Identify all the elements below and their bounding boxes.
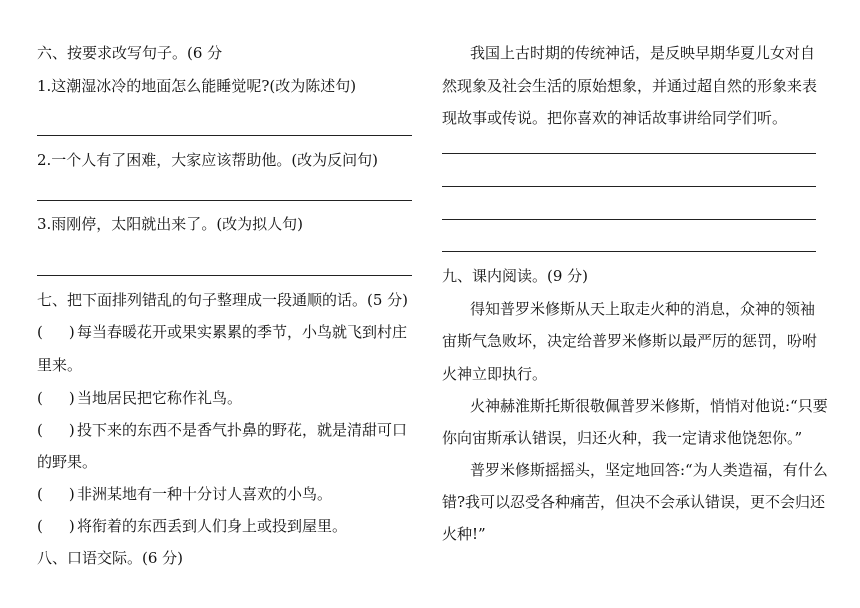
section-8-prompt-line-1: 我国上古时期的传统神话，是反映早期华夏儿女对自 xyxy=(470,44,816,62)
ordering-item-1: ( ) 每当春暖花开或果实累累的季节，小鸟就飞到村庄 xyxy=(37,323,408,341)
answer-line-3[interactable] xyxy=(37,275,412,276)
question-2: 2.一个人有了困难，大家应该帮助他。(改为反问句) xyxy=(37,151,379,169)
reading-p1-line-2: 宙斯气急败坏，决定给普罗米修斯以最严厉的惩罚，吩咐 xyxy=(442,332,818,350)
reading-p3-line-1: 普罗米修斯摇摇头，坚定地回答:“为人类造福，有什么 xyxy=(470,461,828,479)
question-3: 3.雨刚停，太阳就出来了。(改为拟人句) xyxy=(37,215,304,233)
section-7-heading: 七、把下面排列错乱的句子整理成一段通顺的话。(5 分) xyxy=(37,291,409,309)
answer-line-5[interactable] xyxy=(442,186,816,187)
ordering-item-3-cont: 的野果。 xyxy=(37,453,98,471)
order-blank-4[interactable]: ( ) xyxy=(37,485,75,503)
reading-p3-line-3: 火种!” xyxy=(442,525,486,543)
ordering-item-1-cont: 里来。 xyxy=(37,356,83,374)
question-1: 1.这潮湿冰冷的地面怎么能睡觉呢?(改为陈述句) xyxy=(37,77,357,95)
order-blank-5[interactable]: ( ) xyxy=(37,517,75,535)
reading-p3-line-2: 错?我可以忍受各种痛苦，但决不会承认错误，更不会归还 xyxy=(442,493,826,511)
ordering-item-4: ( ) 非洲某地有一种十分讨人喜欢的小鸟。 xyxy=(37,485,333,503)
reading-p2-line-1: 火神赫淮斯托斯很敬佩普罗米修斯，悄悄对他说:“只要 xyxy=(470,397,828,415)
order-blank-3[interactable]: ( ) xyxy=(37,421,75,439)
reading-p2-line-2: 你向宙斯承认错误，归还火种，我一定请求他饶恕你。” xyxy=(442,429,803,447)
section-8-heading: 八、口语交际。(6 分) xyxy=(37,549,184,567)
reading-p1-line-3: 火神立即执行。 xyxy=(442,365,548,383)
answer-line-7[interactable] xyxy=(442,251,816,252)
answer-line-6[interactable] xyxy=(442,219,816,220)
ordering-item-3: ( ) 投下来的东西不是香气扑鼻的野花，就是清甜可口 xyxy=(37,421,408,439)
order-blank-1[interactable]: ( ) xyxy=(37,323,75,341)
order-blank-2[interactable]: ( ) xyxy=(37,389,75,407)
section-8-prompt-line-2: 然现象及社会生活的原始想象，并通过超自然的形象来表 xyxy=(442,77,818,95)
answer-line-1[interactable] xyxy=(37,135,412,136)
section-6-heading: 六、按要求改写句子。(6 分 xyxy=(37,44,223,62)
reading-p1-line-1: 得知普罗米修斯从天上取走火种的消息，众神的领袖 xyxy=(470,300,816,318)
answer-line-2[interactable] xyxy=(37,200,412,201)
ordering-item-2: ( ) 当地居民把它称作礼鸟。 xyxy=(37,389,243,407)
section-8-prompt-line-3: 现故事或传说。把你喜欢的神话故事讲给同学们听。 xyxy=(442,109,788,127)
ordering-item-5: ( ) 将衔着的东西丢到人们身上或投到屋里。 xyxy=(37,517,348,535)
section-9-heading: 九、课内阅读。(9 分) xyxy=(442,267,589,285)
answer-line-4[interactable] xyxy=(442,153,816,154)
